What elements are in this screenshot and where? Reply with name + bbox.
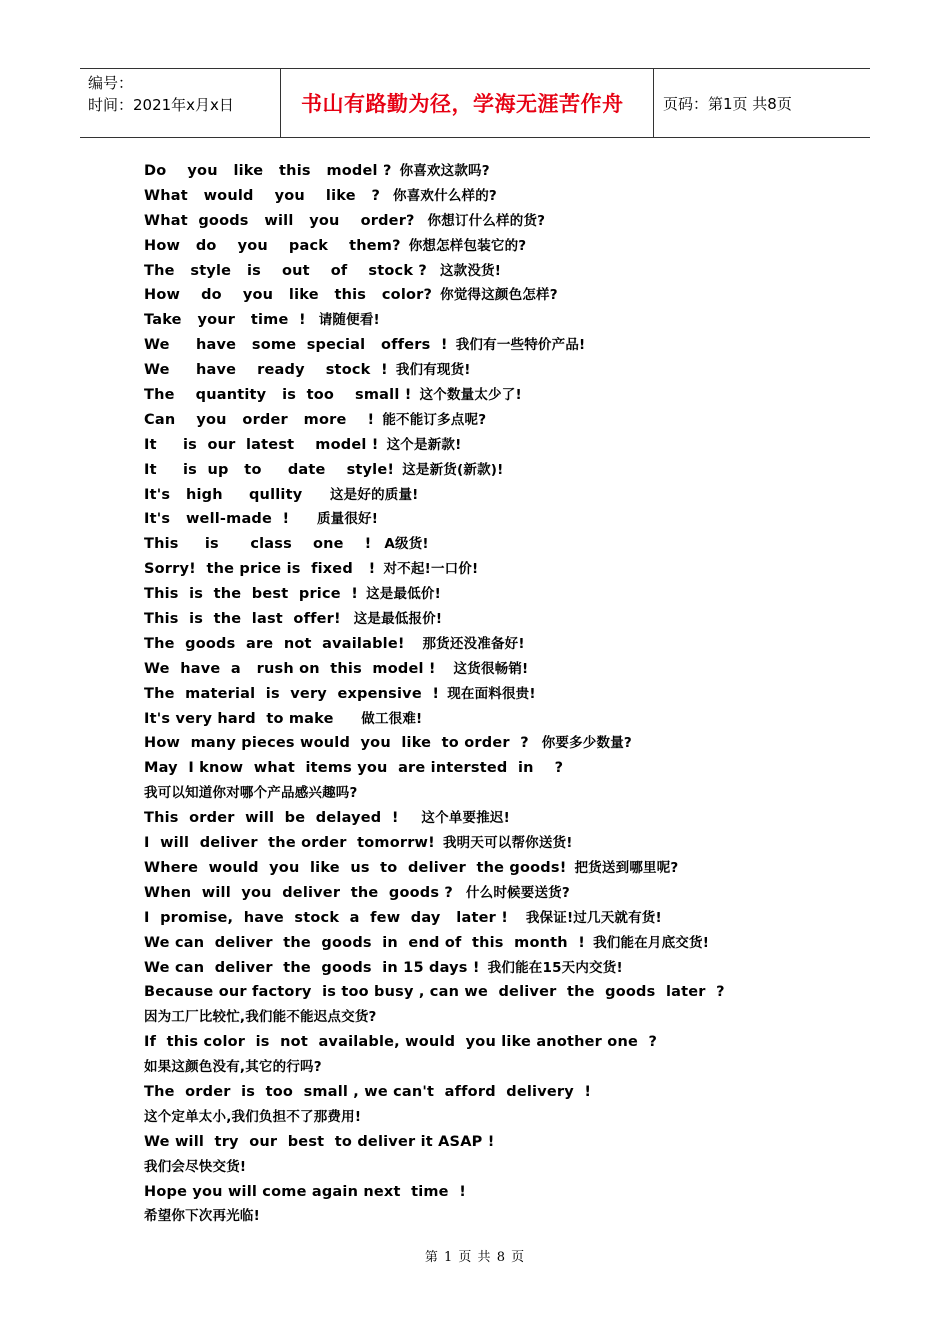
header-table (80, 68, 870, 138)
phrase-chinese: 我保证!过几天就有货! (516, 909, 662, 926)
phrase-line (144, 333, 844, 358)
phrase-line (144, 483, 844, 508)
header-motto-cell (281, 69, 654, 137)
phrase-chinese: 这款没货! (435, 262, 502, 279)
phrase-line (144, 806, 844, 831)
phrase-line (144, 781, 844, 806)
phrase-english: Do you like this model ? (144, 163, 392, 179)
phrase-chinese: 现在面料很贵! (447, 685, 536, 702)
phrase-chinese: 做工很难! (341, 710, 423, 727)
header-page-cell (654, 69, 870, 137)
phrase-english: This is the best price ! (144, 586, 359, 603)
phrase-line (144, 234, 844, 259)
phrase-chinese: 什么时候要送货? (461, 884, 570, 901)
phrase-english: How do you pack them? (144, 237, 401, 254)
phrase-english: It's well-made ! (144, 511, 290, 528)
phrase-line (144, 632, 844, 657)
phrase-english: What would you like ? (144, 187, 381, 204)
phrase-english: It's very hard to make (144, 710, 334, 727)
phrase-chinese: 你喜欢什么样的? (388, 187, 497, 204)
phrase-line (144, 209, 844, 234)
phrase-chinese: 这个数量太少了! (419, 387, 522, 404)
phrase-line (144, 856, 844, 881)
phrase-chinese: 你想怎样包装它的? (408, 237, 527, 254)
phrase-line (144, 756, 844, 781)
phrase-line (144, 731, 844, 756)
header-page-number: 页码：第1页 共8页 (663, 94, 792, 113)
phrase-english: Where would you like us to deliver the goods! (144, 859, 567, 876)
phrase-chinese: 这是新货(新款)! (402, 461, 504, 478)
phrase-english: I promise, have stock a few day later ! (144, 909, 509, 926)
phrase-english: The style is out of stock ? (144, 262, 428, 279)
header-motto: 书山有路勤为径，学海无涯苦作舟 (301, 91, 624, 116)
phrase-english: The material is very expensive ! (144, 685, 440, 702)
phrase-chinese: 我们有一些特价产品! (455, 337, 586, 354)
phrase-line (144, 956, 844, 981)
phrase-chinese: 如果这颜色没有,其它的行吗? (144, 1059, 322, 1076)
phrase-chinese: 我们会尽快交货! (144, 1158, 247, 1175)
phrase-chinese: 这是最低报价! (348, 611, 443, 628)
phrase-english: This is class one ! (144, 536, 372, 553)
phrase-english: We have ready stock ! (144, 362, 388, 379)
phrase-line (144, 707, 844, 732)
phrase-english: It is up to date style! (144, 461, 395, 478)
phrase-english: Because our factory is too busy , can we deliver the goods later ? (144, 984, 725, 1001)
phrase-line (144, 657, 844, 682)
phrase-english: We have a rush on this model ! (144, 660, 436, 677)
phrase-chinese: 你要多少数量? (536, 735, 632, 752)
phrase-chinese: 我们能在月底交货! (593, 934, 710, 951)
phrase-line (144, 308, 844, 333)
phrase-chinese: 质量很好! (297, 511, 379, 528)
phrase-line (144, 931, 844, 956)
phrase-chinese: 这是好的质量! (310, 486, 419, 503)
phrase-line (144, 383, 844, 408)
phrase-english: How do you like this color? (144, 287, 433, 304)
phrase-english: We can deliver the goods in 15 days ! (144, 959, 480, 976)
phrase-chinese: 这个是新款! (386, 436, 462, 453)
phrase-english: It's high qullity (144, 486, 303, 503)
phrase-line (144, 881, 844, 906)
phrase-chinese: 那货还没准备好! (412, 635, 525, 652)
phrase-english: If this color is not available, would you like another one ? (144, 1034, 658, 1051)
phrase-line (144, 1030, 844, 1055)
phrase-chinese: 我们有现货! (395, 362, 471, 379)
phrase-line (144, 906, 844, 931)
phrase-line (144, 607, 844, 632)
document-number-label: 编号： (88, 74, 134, 92)
header-meta-cell (80, 69, 281, 137)
phrase-line (144, 507, 844, 532)
phrase-line (144, 682, 844, 707)
phrase-chinese: 希望你下次再光临! (144, 1208, 260, 1225)
phrase-line (144, 433, 844, 458)
phrase-chinese: 能不能订多点呢? (382, 411, 487, 428)
phrase-chinese: 因为工厂比较忙,我们能不能迟点交货? (144, 1009, 377, 1026)
phrase-line (144, 980, 844, 1005)
phrase-line (144, 557, 844, 582)
phrase-line (144, 259, 844, 284)
phrase-english: We can deliver the goods in end of this month ! (144, 934, 586, 951)
phrase-chinese: 这货很畅销! (443, 660, 529, 677)
phrase-english: When will you deliver the goods ? (144, 884, 454, 901)
phrase-english: We have some special offers ! (144, 337, 448, 354)
phrase-chinese: 把货送到哪里呢? (574, 859, 679, 876)
phrase-english: Can you order more ! (144, 411, 375, 428)
phrase-line (144, 283, 844, 308)
phrase-line (144, 532, 844, 557)
phrase-english: The quantity is too small ! (144, 387, 412, 404)
phrase-english: The order is too small , we can't afford delivery ! (144, 1083, 592, 1100)
phrase-english: This order will be delayed ! (144, 810, 399, 827)
phrase-chinese: 这个单要推迟! (406, 810, 510, 827)
phrase-line (144, 184, 844, 209)
phrase-line (144, 831, 844, 856)
phrase-chinese: 你喜欢这款吗? (399, 163, 490, 179)
phrase-english: Sorry! the price is fixed ! (144, 561, 376, 578)
phrase-line (144, 408, 844, 433)
phrase-english: May I know what items you are intersted in ? (144, 760, 564, 777)
phrase-chinese: 这个定单太小,我们负担不了那费用! (144, 1108, 362, 1125)
footer-page-number: 第 1 页 共 8 页 (424, 1250, 526, 1265)
phrase-english: The goods are not available! (144, 635, 405, 652)
phrase-line (144, 1005, 844, 1030)
phrase-english: It is our latest model ! (144, 436, 379, 453)
phrase-english: Take your time ! (144, 312, 306, 329)
phrase-line (144, 458, 844, 483)
phrase-chinese: A级货! (379, 536, 429, 553)
phrase-english: This is the last offer! (144, 611, 341, 628)
phrase-chinese: 请随便看! (313, 312, 380, 329)
phrase-chinese: 我们能在15天内交货! (487, 959, 623, 976)
phrase-line (144, 1155, 844, 1180)
phrase-chinese: 你觉得这颜色怎样? (440, 287, 558, 304)
phrase-english: We will try our best to deliver it ASAP ! (144, 1133, 495, 1150)
phrase-english: What goods will you order? (144, 212, 415, 229)
phrase-chinese: 这是最低价! (366, 586, 441, 603)
phrase-line (144, 1105, 844, 1130)
phrase-chinese: 我可以知道你对哪个产品感兴趣吗? (144, 785, 358, 802)
phrase-line (144, 582, 844, 607)
phrase-chinese: 我明天可以帮你送货! (442, 835, 573, 852)
page-footer (0, 1246, 950, 1265)
phrase-line (144, 1055, 844, 1080)
phrase-line (144, 159, 844, 184)
phrase-list (144, 159, 844, 1229)
phrase-line (144, 1080, 844, 1105)
phrase-english: Hope you will come again next time ! (144, 1183, 467, 1200)
document-date-label: 时间：2021年x月x日 (88, 96, 234, 114)
phrase-english: How many pieces would you like to order ? (144, 735, 529, 752)
phrase-chinese: 对不起!一口价! (383, 561, 479, 578)
phrase-line (144, 1204, 844, 1229)
phrase-line (144, 1180, 844, 1205)
phrase-chinese: 你想订什么样的货? (422, 212, 546, 229)
phrase-english: I will deliver the order tomorrw! (144, 835, 435, 852)
phrase-line (144, 1130, 844, 1155)
phrase-line (144, 358, 844, 383)
